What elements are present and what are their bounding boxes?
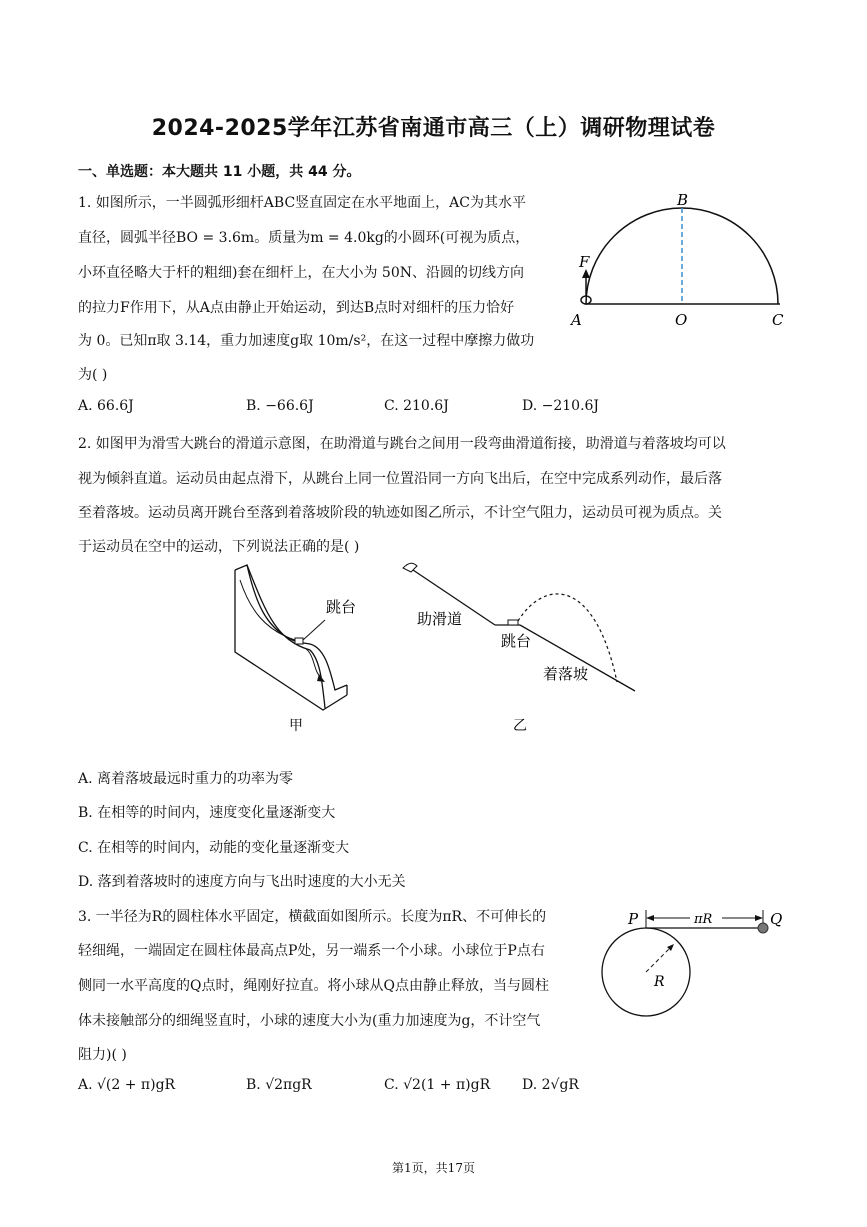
- q1-line: 为( ): [78, 367, 108, 383]
- label-zhuoluopo: 着落坡: [543, 665, 589, 683]
- label-yi: 乙: [513, 718, 527, 734]
- q1-option-b: B. −66.6J: [246, 398, 314, 414]
- q3-cylinder-figure: [598, 900, 793, 1030]
- label-jiatai: 跳台: [326, 598, 357, 616]
- q2-option-a: A. 离着落坡最远时重力的功率为零: [78, 771, 294, 787]
- section-heading: 一、单选题：本大题共 11 小题，共 44 分。: [78, 164, 361, 180]
- q1-line: 小环直径略大于杆的粗细)套在细杆上，在大小为 50N、沿圆的切线方向: [78, 265, 524, 281]
- q1-line: 为 0。已知π取 3.14，重力加速度g取 10m/s²，在这一过程中摩擦力做功: [78, 333, 535, 349]
- q1-option-a: A. 66.6J: [78, 398, 134, 414]
- q2-figure-jia: [225, 560, 395, 735]
- label-jia: 甲: [289, 718, 303, 734]
- label-q: Q: [770, 910, 783, 928]
- label-zhuhuadao: 助滑道: [417, 610, 463, 628]
- label-o: O: [675, 311, 688, 329]
- q3-line: 3. 一半径为R的圆柱体水平固定，横截面如图所示。长度为πR、不可伸长的: [78, 909, 547, 925]
- q1-option-c: C. 210.6J: [384, 398, 449, 414]
- q2-line: 视为倾斜直道。运动员由起点滑下，从跳台上同一位置沿同一方向飞出后，在空中完成系列动作，最后落: [78, 471, 722, 487]
- label-pir: πR: [694, 912, 713, 927]
- label-a: A: [571, 311, 582, 329]
- q3-line: 阻力)( ): [78, 1047, 127, 1063]
- page-footer: 第1页，共17页: [392, 1161, 475, 1175]
- q2-line: 至着落坡。运动员离开跳台至落到着落坡阶段的轨迹如图乙所示，不计空气阻力，运动员可视为质点。关: [78, 505, 722, 521]
- label-p: P: [628, 910, 639, 928]
- label-f: F: [579, 253, 590, 271]
- q1-line: 直径，圆弧半径BO = 3.6m。质量为m = 4.0kg的小圆环(可视为质点，: [78, 230, 530, 246]
- q2-figure-yi: [395, 558, 645, 738]
- q1-semicircle-figure: [565, 185, 795, 335]
- q2-option-b: B. 在相等的时间内，速度变化量逐渐变大: [78, 805, 336, 821]
- q3-line: 侧同一水平高度的Q点时，绳刚好拉直。将小球从Q点由静止释放，当与圆柱: [78, 978, 549, 994]
- q3-line: 轻细绳，一端固定在圆柱体最高点P处，另一端系一个小球。小球位于P点右: [78, 943, 545, 959]
- q3-option-d: D. 2√gR: [522, 1077, 579, 1093]
- page-title: 2024-2025学年江苏省南通市高三（上）调研物理试卷: [151, 116, 716, 141]
- label-c: C: [772, 311, 784, 329]
- q2-line: 于运动员在空中的运动，下列说法正确的是( ): [78, 539, 360, 555]
- label-r: R: [654, 974, 665, 990]
- q3-option-b: B. √2πgR: [246, 1077, 312, 1093]
- q2-line: 2. 如图甲为滑雪大跳台的滑道示意图，在助滑道与跳台之间用一段弯曲滑道衔接，助滑道与着落坡均可以: [78, 436, 726, 452]
- q2-option-d: D. 落到着落坡时的速度方向与飞出时速度的大小无关: [78, 874, 406, 890]
- q1-option-d: D. −210.6J: [522, 398, 600, 414]
- label-tiaotai: 跳台: [501, 632, 532, 650]
- q3-line: 体未接触部分的细绳竖直时，小球的速度大小为(重力加速度为g，不计空气: [78, 1013, 541, 1029]
- q2-option-c: C. 在相等的时间内，动能的变化量逐渐变大: [78, 840, 350, 856]
- q3-option-a: A. √(2 + π)gR: [78, 1077, 176, 1093]
- q3-option-c: C. √2(1 + π)gR: [384, 1077, 491, 1093]
- label-b: B: [677, 191, 689, 209]
- q1-line: 的拉力F作用下，从A点由静止开始运动，到达B点时对细杆的压力恰好: [78, 300, 515, 316]
- q1-line: 1. 如图所示，一半圆弧形细杆ABC竖直固定在水平地面上，AC为其水平: [78, 195, 526, 211]
